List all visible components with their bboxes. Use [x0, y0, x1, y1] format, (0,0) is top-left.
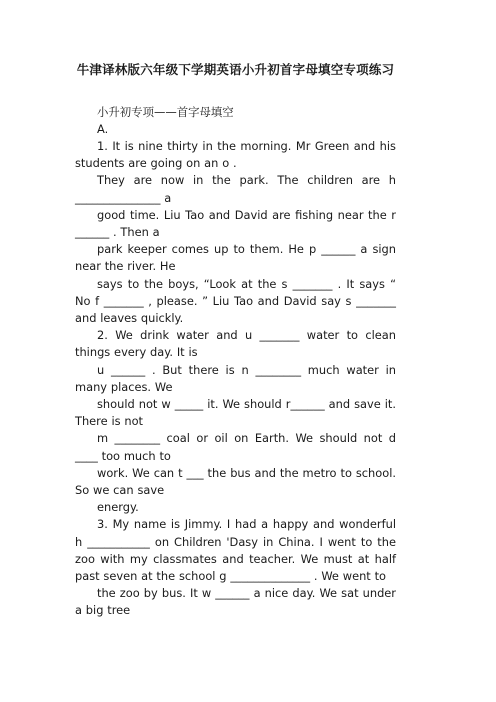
document-subtitle: 小升初专项——首字母填空 — [97, 105, 234, 119]
text-line: They are now in the park. The children are h _______________ a — [75, 173, 396, 205]
text-line: work. We can t ___ the bus and the metro to school. So we can save — [75, 465, 396, 498]
text-line: should not w _____ it. We should r______ and save it. There is not — [75, 397, 396, 429]
text-line: energy. — [97, 500, 139, 515]
text-line: good time. Liu Tao and David are fishing near the r ______ . Then a — [75, 207, 396, 240]
section-label: A. — [97, 122, 109, 136]
text-line: park keeper comes up to them. He p ______ a sign near the river. He — [75, 242, 396, 274]
text-line: 3. My name is Jimmy. I had a happy and wonderful h ___________ on Children 'Dasy in China. I went to the zoo with my classmates and teacher. We must at half past seven at the school g ______________ . We went to — [75, 517, 396, 584]
text-line: the zoo by bus. It w ______ a nice day. We sat under a big tree — [75, 586, 396, 618]
document-title: 牛津译林版六年级下学期英语小升初首字母填空专项练习 — [76, 62, 395, 77]
text-line: m ________ coal or oil on Earth. We should not d ____ too much to — [75, 431, 396, 463]
text-line: says to the boys, “Look at the s _______ . It says “ No f _______ , please. ” Liu Tao and David say s _______ and leaves quickly. — [75, 276, 396, 326]
text-line: u ______ . But there is n ________ much water in many places. We — [75, 362, 396, 394]
text-line: 1. It is nine thirty in the morning. Mr Green and his students are going on an o . — [75, 139, 396, 171]
text-line: 2. We drink water and u _______ water to clean things every day. It is — [75, 328, 396, 360]
